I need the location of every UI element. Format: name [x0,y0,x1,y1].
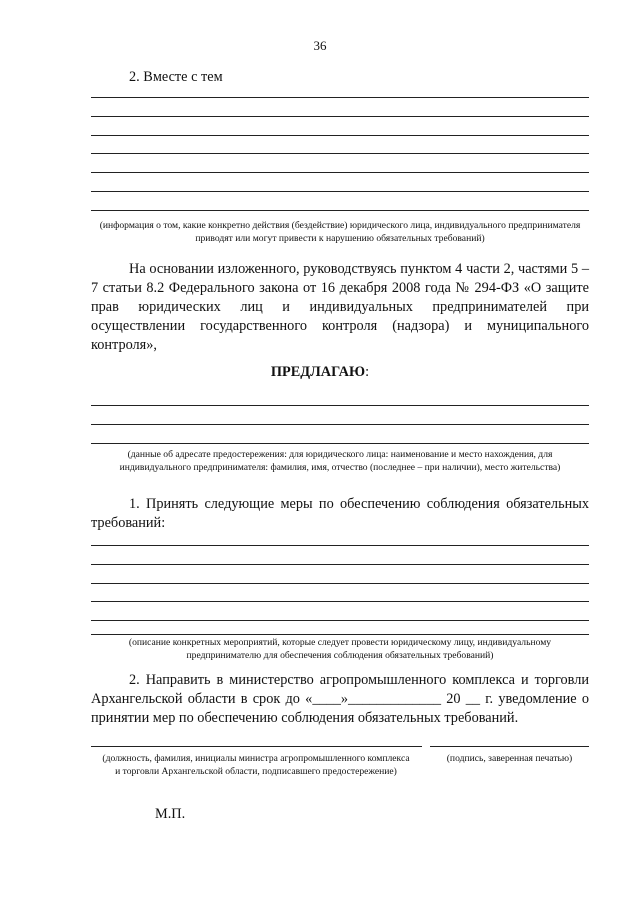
fill-line [91,135,589,136]
fill-line [91,443,589,444]
fill-line [91,620,589,621]
signature-line [430,746,589,747]
fill-line [91,97,589,98]
item2-intro: 2. Вместе с тем [129,69,223,85]
fill-line [91,210,589,211]
position-line [91,746,422,747]
basis-paragraph: На основании изложенного, руководствуясь пунктом 4 части 2, частями 5 – 7 статьи 8.2 Федерального закона от 16 декабря 2008 года № 294-ФЗ «О защите прав юридических лиц и индивидуальных предпринимателей при осуществлении государственного контроля (надзора) и муниципального контроля», [91,261,589,353]
fill-line [91,191,589,192]
heading-colon: : [365,364,370,380]
fill-line [91,116,589,117]
caption-position: (должность, фамилия, инициалы министра агропромышленного комплекса и торговли Архангельской области, подписавшего предостережение) [102,753,410,777]
caption-info: (информация о том, какие конкретно действия (бездействие) юридического лица, индивидуального предпринимателя приводят или могут привести к нарушению обязательных требований) [99,220,581,244]
measure-2: 2. Направить в министерство агропромышленного комплекса и торговли Архангельской области в срок до «____»_____________ 20 __ г. уведомление о принятии мер по обеспечению соблюдения обязательных требований. [91,672,589,726]
heading-word: ПРЕДЛАГАЮ [270,364,366,380]
stamp-label: М.П. [155,806,186,822]
fill-line [91,545,589,546]
caption-addressee: (данные об адресате предостережения: для юридического лица: наименование и место нахождения, для индивидуального предпринимателя: фамилия, имя, отчество (последнее – при наличии), место жительства) [119,449,561,473]
fill-line [91,424,589,425]
caption-measures: (описание конкретных мероприятий, которые следует провести юридическому лицу, индивидуальному предпринимателю для обеспечения соблюдения обязательных требований) [128,637,552,661]
fill-line [91,153,589,154]
fill-line [91,172,589,173]
caption-signature: (подпись, заверенная печатью) [446,753,573,764]
fill-line [91,583,589,584]
heading-propose [0,364,640,381]
measure-1: 1. Принять следующие меры по обеспечению соблюдения обязательных требований: [91,496,589,531]
fill-line [91,634,589,635]
page-number: 36 [313,38,327,53]
fill-line [91,405,589,406]
fill-line [91,601,589,602]
fill-line [91,564,589,565]
